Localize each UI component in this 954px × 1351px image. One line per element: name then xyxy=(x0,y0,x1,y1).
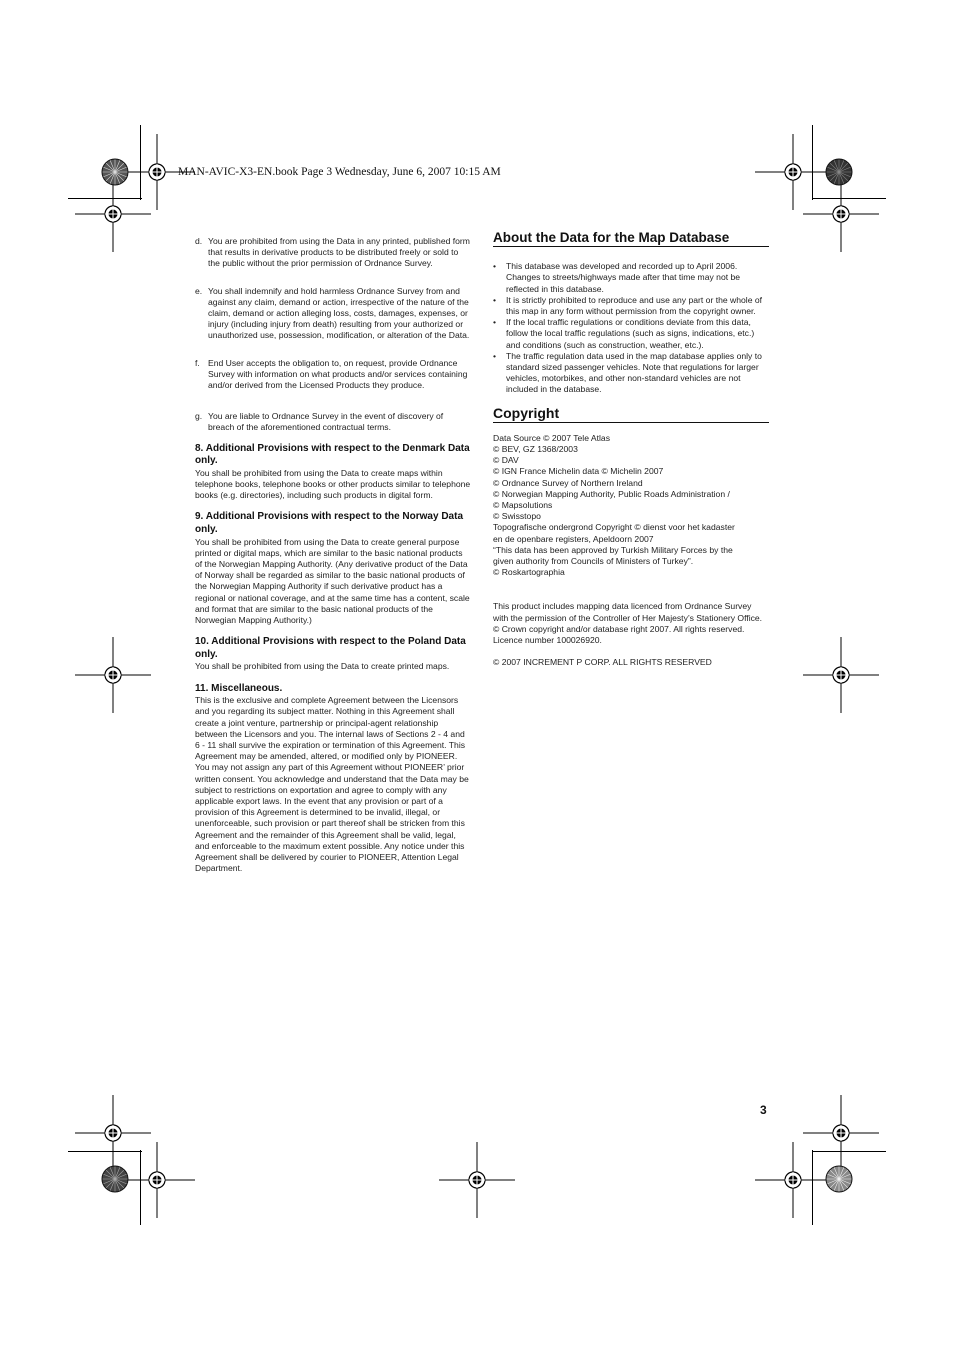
list-item-text: You are prohibited from using the Data in any printed, published form that results in derivative products to be distributed freely or sold to the public without the prior permission of Ordnance Survey. xyxy=(208,236,470,269)
registration-mark-icon xyxy=(75,176,151,252)
copyright-line: © Roskartographia xyxy=(493,567,565,578)
copyright-list xyxy=(493,433,769,579)
list-item-label: d. xyxy=(195,236,203,246)
list-item-label: e. xyxy=(195,285,203,296)
list-item xyxy=(195,411,471,433)
copyright-line: © DAV xyxy=(493,455,519,466)
color-rosette-icon xyxy=(825,1165,853,1193)
page-number: 3 xyxy=(760,1103,767,1117)
section-heading-denmark: 8. Additional Provisions with respect to the Denmark Data only. xyxy=(195,442,470,467)
copyright-heading: Copyright xyxy=(493,408,769,423)
list-item: • The traffic regulation data used in the map database applies only to standard sized passenger vehicles. Note that regulations for larger vehicles, motorbikes, and other non-standard vehicles are not included in the database. xyxy=(493,351,769,396)
registration-mark-icon xyxy=(803,176,879,252)
section-body-miscellaneous: This is the exclusive and complete Agreement between the Licensors and you regarding its subject matter. Nothing in this Agreement shall create a joint venture, partnership or principal-agent relationship between the Licensors and you. The internal laws of Sections 2 - 4 and 6 - 11 shall survive the expiration or termination of this Agreement. This Agreement may be amended, altered, or modified only by PIONEER. You may not assign any part of this Agreement without PIONEER’ prior written consent. You acknowledge and understand that the Data may be subject to restrictions on exportation and agree to comply with any applicable export laws. In the event that any provision or part of a provision of this Agreement is determined to be invalid, illegal, or unenforceable, such provision or part thereof shall be stricken from this Agreement and the remainder of this Agreement shall be valid, legal, and enforceable to the maximum extent possible. Any notice under this Agreement shall be delivered by courier to PIONEER, Attention Legal Department. xyxy=(195,695,469,874)
list-item-label: g. xyxy=(195,411,203,422)
about-data-heading: About the Data for the Map Database xyxy=(493,232,769,247)
copyright-line: given authority from Councils of Ministers of Turkey”. xyxy=(493,556,694,567)
copyright-line: Data Source © 2007 Tele Atlas xyxy=(493,432,611,443)
registration-mark-icon xyxy=(119,1142,195,1218)
copyright-line: © Ordnance Survey of Northern Ireland xyxy=(493,477,643,488)
section-body-norway: You shall be prohibited from using the Data to create general purpose printed or digital maps, which are similar to the basic national products of the Norwegian Mapping Authority. (Any derivative product of the Data of Norway shall be regarded as similar to the basic national products of the Norwegian Mapping Authority if such derivative product has a regional or national coverage, and at the same time has a content, scale and format that are similar to the basic national products of the Norwegian Mapping Authority.) xyxy=(195,536,470,626)
color-rosette-icon xyxy=(101,1165,129,1193)
copyright-line: © BEV, GZ 1368/2003 xyxy=(493,444,578,455)
right-column xyxy=(493,232,769,669)
registration-mark-icon xyxy=(75,637,151,713)
list-item: • This database was developed and recorded up to April 2006. Changes to streets/highways made after that time may not be reflected in this database. xyxy=(493,261,769,295)
copyright-line: Topografische ondergrond Copyright © dienst voor het kadaster xyxy=(493,522,735,533)
copyright-line: en de openbare registers, Apeldoorn 2007 xyxy=(493,533,654,544)
left-column xyxy=(195,236,471,884)
print-header: MAN-AVIC-X3-EN.book Page 3 Wednesday, June 6, 2007 10:15 AM xyxy=(178,166,501,178)
copyright-line: © Swisstopo xyxy=(493,511,541,522)
registration-mark-icon xyxy=(755,1142,831,1218)
section-body-denmark: You shall be prohibited from using the Data to create maps within telephone books, telephone books or other products similar to telephone books (e.g. directories), including such products in digital form. xyxy=(195,467,471,501)
registration-mark-icon xyxy=(439,1142,515,1218)
list-item-text: You shall indemnify and hold harmless Ordnance Survey from and against any claim, demand or action, irrespective of the nature of the claim, demand or action alleging loss, costs, damages, expenses, or injury (including injury from death) resulting from your authorized or unauthorized use, possession, modification, or alteration of the Data. xyxy=(208,285,470,341)
section-heading-miscellaneous: 11. Miscellaneous. xyxy=(195,682,283,694)
ordnance-survey-notice: This product includes mapping data licenced from Ordnance Survey with the permission of the Controller of Her Majesty’s Stationery Office. © Crown copyright and/or database right 2007. All rights reserved. Licence number 100026920. xyxy=(493,601,763,646)
list-item xyxy=(195,236,471,270)
list-item-text: You are liable to Ordnance Survey in the event of discovery of breach of the aforementioned contractual terms. xyxy=(208,411,444,433)
list-item xyxy=(195,286,471,342)
list-item-text: End User accepts the obligation to, on request, provide Ordnance Survey with information on what products and/or services containing and/or derived from the Licensed Products they produce. xyxy=(208,357,468,391)
list-item-label: f. xyxy=(195,357,200,368)
registration-mark-icon xyxy=(803,637,879,713)
increment-p-notice: © 2007 INCREMENT P CORP. ALL RIGHTS RESERVED xyxy=(493,657,712,668)
copyright-line: © Mapsolutions xyxy=(493,500,553,511)
copyright-line: © Norwegian Mapping Authority, Public Roads Administration / xyxy=(493,488,730,499)
list-item: • If the local traffic regulations or conditions deviate from this data, follow the local traffic regulations (such as signs, indications, etc.) and conditions (such as construction, weather, etc.). xyxy=(493,317,769,351)
copyright-line: © IGN France Michelin data © Michelin 2007 xyxy=(493,466,664,477)
list-item: • It is strictly prohibited to reproduce and use any part or the whole of this map in any form without permission from the copyright owner. xyxy=(493,295,769,317)
list-item xyxy=(195,358,471,392)
section-body-poland: You shall be prohibited from using the Data to create printed maps. xyxy=(195,661,450,672)
copyright-line: “This data has been approved by Turkish Military Forces by the xyxy=(493,544,733,555)
section-heading-norway: 9. Additional Provisions with respect to the Norway Data only. xyxy=(195,511,464,536)
section-heading-poland: 10. Additional Provisions with respect to the Poland Data only. xyxy=(195,636,466,660)
color-rosette-icon xyxy=(101,158,129,186)
color-rosette-icon xyxy=(825,158,853,186)
